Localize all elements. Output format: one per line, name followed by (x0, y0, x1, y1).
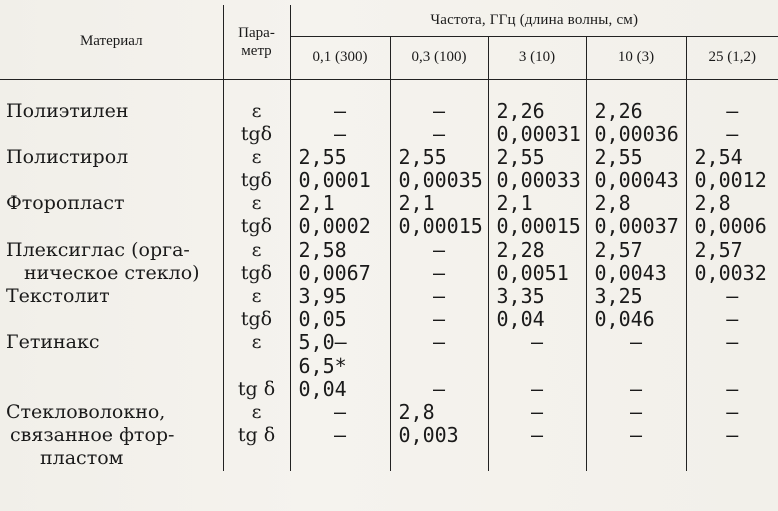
value-cell: — (726, 399, 739, 424)
material-cell (0, 123, 223, 146)
material-cell: Полиэтилен (0, 100, 223, 123)
value-cell: 2,58 (290, 239, 390, 262)
value-cell: 2,8 (586, 192, 686, 215)
value-cell: 2,55 (586, 146, 686, 169)
value-cell: 2,26 (488, 100, 586, 123)
value-cell: 0,0006 (694, 214, 767, 239)
table-row (0, 169, 778, 192)
parameter-cell: ε (223, 401, 290, 424)
value-cell: — (390, 331, 488, 354)
value-cell: — (390, 285, 488, 308)
value-cell: 2,26 (586, 100, 686, 123)
parameter-cell (223, 355, 290, 378)
value-cell: 0,04 (488, 308, 586, 331)
value-cell: — (390, 308, 488, 331)
header-parameter-line1: Пара- (238, 24, 275, 41)
table-row (0, 239, 778, 262)
header-freq-3: 10 (3) (586, 36, 686, 79)
value-cell: — (586, 378, 686, 401)
table-row (0, 192, 778, 215)
material-cell (0, 308, 223, 331)
value-cell: 0,046 (586, 308, 686, 331)
table-row (0, 378, 778, 401)
value-cell: 3,25 (586, 285, 686, 308)
value-cell: — (488, 401, 586, 424)
value-cell: 2,1 (290, 192, 390, 215)
table-row (0, 262, 778, 285)
value-cell: 2,54 (694, 144, 743, 169)
value-cell: 0,00035 (390, 169, 488, 192)
value-cell: — (290, 424, 390, 447)
value-cell: — (290, 401, 390, 424)
material-cell (0, 378, 223, 401)
parameter-cell: ε (223, 100, 290, 123)
value-cell: 0,0001 (290, 169, 390, 192)
header-frequency (290, 5, 778, 36)
parameter-cell (223, 447, 290, 470)
value-cell: — (290, 100, 390, 123)
value-cell: — (586, 331, 686, 354)
value-cell (290, 447, 390, 470)
parameter-cell: tg δ (223, 424, 290, 447)
value-cell (686, 355, 778, 378)
value-cell: 2,8 (390, 401, 488, 424)
value-cell: — (488, 331, 586, 354)
material-cell: Фторопласт (0, 192, 223, 215)
value-cell: — (726, 330, 739, 355)
value-cell: 6,5* (290, 355, 390, 378)
value-cell: 0,0043 (586, 262, 686, 285)
value-cell: — (290, 123, 390, 146)
value-cell: — (488, 378, 586, 401)
header-parameter-line2: метр (241, 42, 272, 59)
table-row (0, 331, 778, 354)
material-cell: Стекловолокно, (0, 401, 223, 424)
table-row (0, 308, 778, 331)
value-cell: 2,1 (390, 192, 488, 215)
material-cell: Плексиглас (орга- (0, 239, 223, 262)
parameter-cell: ε (223, 146, 290, 169)
value-cell: — (726, 307, 739, 332)
value-cell: 2,8 (694, 191, 731, 216)
value-cell: 0,00043 (586, 169, 686, 192)
value-cell: 3,95 (290, 285, 390, 308)
value-cell: — (726, 121, 739, 146)
value-cell: — (390, 239, 488, 262)
value-cell (390, 447, 488, 470)
header-freq-1: 0,3 (100) (390, 36, 488, 79)
value-cell: 5,0— (290, 331, 390, 354)
material-cell: Текстолит (0, 285, 223, 308)
parameter-cell: ε (223, 192, 290, 215)
value-cell: 0,0067 (290, 262, 390, 285)
value-cell: 0,0012 (694, 168, 767, 193)
value-cell: 0,0032 (694, 260, 767, 285)
value-cell: — (726, 284, 739, 308)
value-cell (488, 447, 586, 470)
parameter-cell: tgδ (223, 215, 290, 238)
parameter-cell: tgδ (223, 123, 290, 146)
table-row (0, 146, 778, 169)
header-freq-4: 25 (1,2) (708, 49, 757, 65)
value-cell: 0,00036 (586, 123, 686, 146)
value-cell: 0,00031 (488, 123, 586, 146)
parameter-cell: ε (223, 331, 290, 354)
value-cell: 0,05 (290, 308, 390, 331)
material-cell: пластом (0, 447, 223, 470)
table-body (0, 100, 778, 471)
value-cell: 2,57 (694, 237, 743, 262)
value-cell: 0,0051 (488, 262, 586, 285)
parameter-cell: ε (223, 285, 290, 308)
table-row (0, 123, 778, 146)
value-cell: — (390, 262, 488, 285)
value-cell: 2,28 (488, 239, 586, 262)
value-cell: 3,35 (488, 285, 586, 308)
value-cell: 2,57 (586, 239, 686, 262)
table-row (0, 215, 778, 238)
value-cell: — (488, 424, 586, 447)
value-cell: — (726, 376, 739, 401)
value-cell (390, 355, 488, 378)
value-cell: 2,55 (390, 146, 488, 169)
header-material-label: Материал (79, 33, 143, 50)
value-cell: — (726, 98, 739, 123)
material-cell: Полистирол (0, 146, 223, 169)
table-row (0, 100, 778, 123)
value-cell: 0,003 (390, 424, 488, 447)
table-row (0, 447, 778, 470)
value-cell: — (390, 378, 488, 401)
parameter-cell: tg δ (223, 378, 290, 401)
value-cell: 2,1 (488, 192, 586, 215)
value-cell (686, 447, 778, 470)
value-cell: — (390, 100, 488, 123)
material-cell (0, 169, 223, 192)
value-cell: 2,55 (488, 146, 586, 169)
header-freq-2: 3 (10) (488, 36, 586, 79)
parameter-cell: tgδ (223, 262, 290, 285)
value-cell: 2,55 (290, 146, 390, 169)
header-frequency-label: Частота, ГГц (длина волны, см) (430, 11, 639, 28)
parameter-cell: tgδ (223, 169, 290, 192)
material-cell: Гетинакс (0, 331, 223, 354)
value-cell: 0,00037 (586, 215, 686, 238)
header-material (0, 5, 223, 79)
value-cell: 0,00015 (488, 215, 586, 238)
value-cell: — (726, 423, 739, 448)
header-freq-0: 0,1 (300) (290, 36, 390, 79)
table-row (0, 355, 778, 378)
material-cell: ническое стекло) (0, 262, 223, 285)
parameter-cell: tgδ (223, 308, 290, 331)
material-cell (0, 355, 223, 378)
value-cell: — (390, 123, 488, 146)
data-table (0, 5, 778, 471)
value-cell (586, 355, 686, 378)
table-row (0, 401, 778, 424)
value-cell (586, 447, 686, 470)
material-cell (0, 215, 223, 238)
value-cell: — (586, 401, 686, 424)
header-parameter (223, 5, 290, 79)
value-cell: — (586, 424, 686, 447)
table-row (0, 424, 778, 447)
value-cell: 0,04 (290, 378, 390, 401)
value-cell: 0,00015 (390, 215, 488, 238)
table-row (0, 285, 778, 308)
value-cell: 0,00033 (488, 169, 586, 192)
value-cell (488, 355, 586, 378)
value-cell: 0,0002 (290, 215, 390, 238)
material-cell: связанное фтор- (0, 424, 223, 447)
parameter-cell: ε (223, 239, 290, 262)
